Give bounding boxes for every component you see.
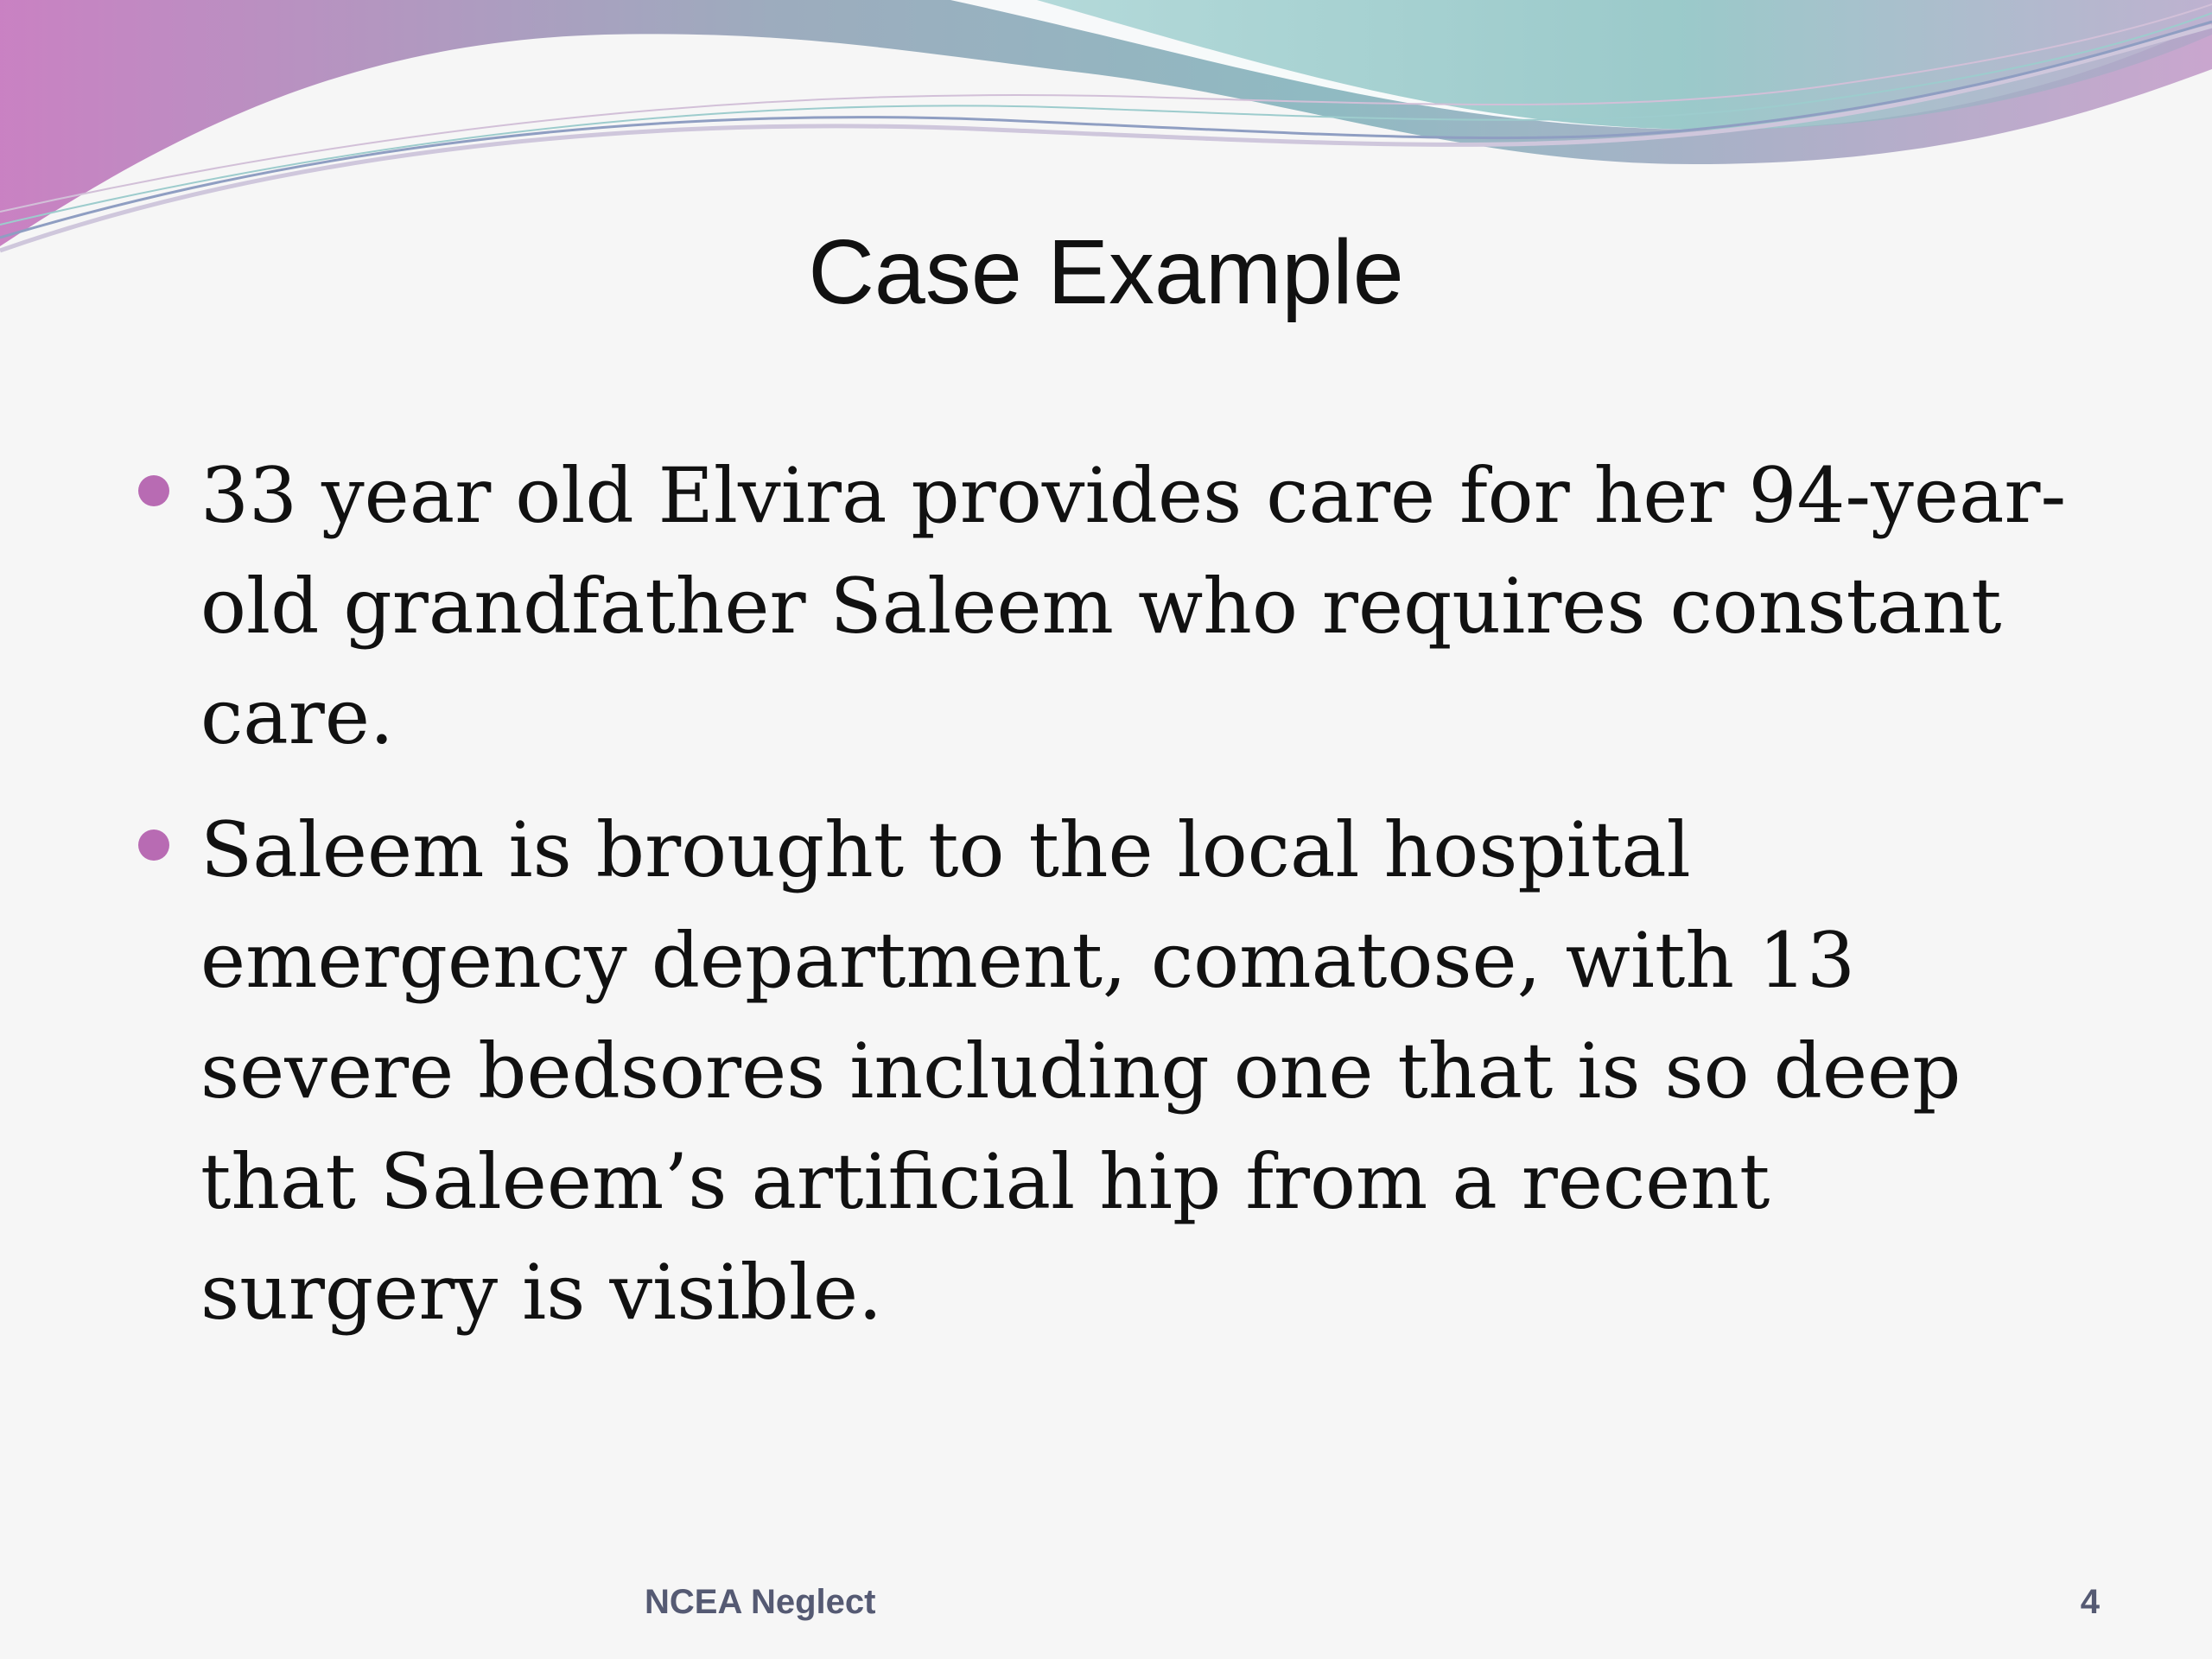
bullet-item <box>138 441 2091 772</box>
slide-number: 4 <box>2080 1583 2100 1621</box>
footer-text: NCEA Neglect <box>645 1583 876 1621</box>
bullet-item <box>138 795 2091 1348</box>
bullet-text: 33 year old Elvira provides care for her 94-year-old grandfather Saleem who requires constant care. <box>200 451 2067 761</box>
slide-title: Case Example <box>808 221 1404 323</box>
bullet-dot-icon <box>138 830 169 861</box>
bullet-dot-icon <box>138 475 169 506</box>
bullet-text: Saleem is brought to the local hospital emergency department, comatose, with 13 severe bedsores including one that is so deep that Saleem’s artificial hip from a recent surgery is visible. <box>200 805 1961 1337</box>
bullet-list <box>138 441 2091 1370</box>
